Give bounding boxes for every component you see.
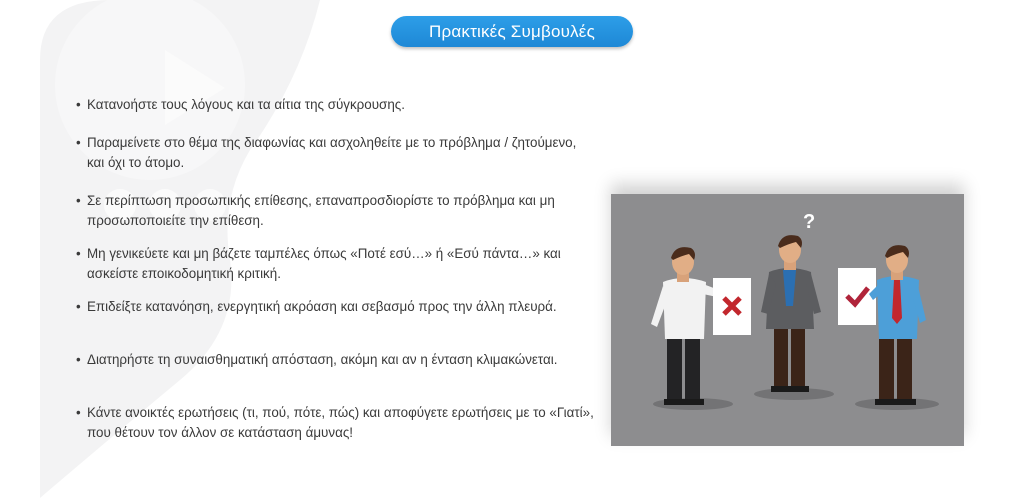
tip-text: Διατηρήστε τη συναισθηματική απόσταση, ακόμη και αν η ένταση κλιμακώνεται. [87, 352, 558, 367]
tip-text: Κάντε ανοικτές ερωτήσεις (τι, πού, πότε, πώς) και αποφύγετε ερωτήσεις με το «Γιατί», που θέτουν τον άλλον σε κατάσταση άμυνας! [87, 405, 594, 440]
tip-item [76, 403, 596, 443]
conflict-illustration [611, 194, 964, 446]
tip-item [76, 133, 596, 173]
approve-sign [838, 268, 876, 325]
reject-sign [713, 278, 751, 335]
tip-item [76, 297, 596, 317]
tip-item [76, 350, 596, 370]
tip-text: Μη γενικεύετε και μη βάζετε ταμπέλες όπως «Ποτέ εσύ…» ή «Εσύ πάντα…» και ασκείστε εποικοδομητική κριτική. [87, 246, 561, 281]
tip-text: Σε περίπτωση προσωπικής επίθεσης, επαναπροσδιορίστε το πρόβλημα και μη προσωποποιείτε την επίθεση. [87, 193, 555, 228]
question-mark: ? [803, 211, 816, 233]
bullet-icon: • [76, 405, 81, 420]
bullet-icon: • [76, 352, 81, 367]
bullet-icon: • [76, 299, 81, 314]
page-title: Πρακτικές Συμβουλές [391, 16, 633, 47]
tip-item [76, 95, 596, 115]
bullet-icon: • [76, 135, 81, 150]
tip-item [76, 244, 596, 284]
bullet-icon: • [76, 97, 81, 112]
bullet-icon: • [76, 246, 81, 261]
tip-text: Κατανοήστε τους λόγους και τα αίτια της σύγκρουσης. [87, 97, 405, 112]
tip-text: Επιδείξτε κατανόηση, ενεργητική ακρόαση και σεβασμό προς την άλλη πλευρά. [87, 299, 557, 314]
bullet-icon: • [76, 193, 81, 208]
tip-item [76, 191, 596, 231]
tip-text: Παραμείνετε στο θέμα της διαφωνίας και ασχοληθείτε με το πρόβλημα / ζητούμενο, και όχι το άτομο. [87, 135, 577, 170]
